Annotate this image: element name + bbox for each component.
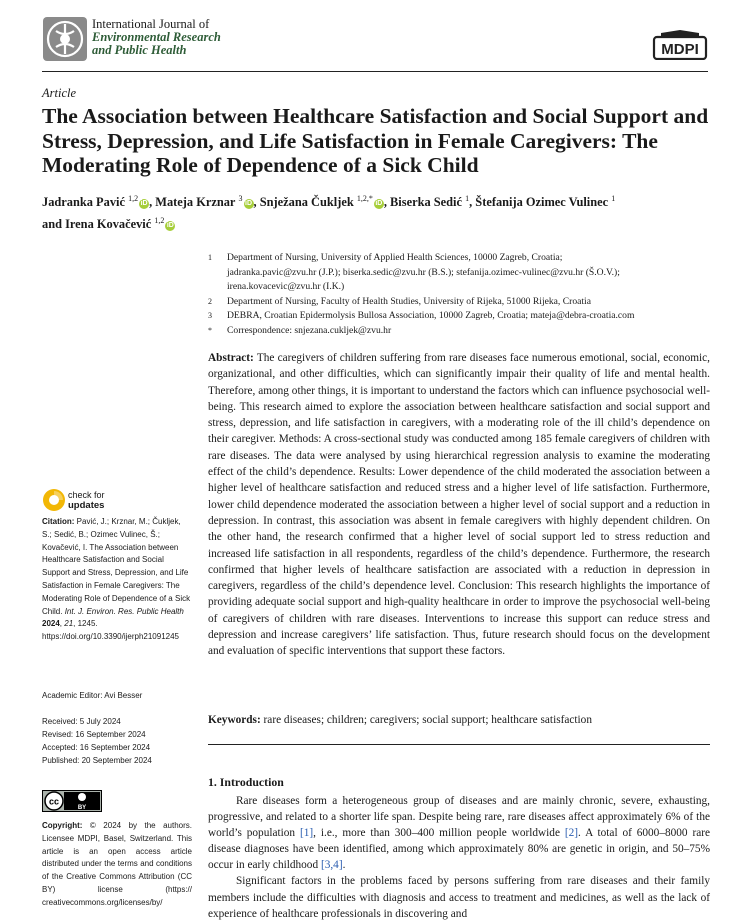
affiliation-mark: 1 xyxy=(208,253,212,262)
cc-icon: cc xyxy=(48,796,60,807)
reference-link[interactable]: [3,4] xyxy=(320,859,343,872)
citation-text: Pavić, J.; Krznar, M.; Čukljek, S.; Sedić, B.; Ozimec Vulinec, Š.; Kovačević, I. The Association between Healthcare Satisfaction and Social Support and Stress, Depression, and Life Satisfaction in Female Caregivers: The Moderating Role of Dependence of a Sick Child. xyxy=(42,517,191,616)
academic-editor: Academic Editor: Avi Besser xyxy=(42,691,143,700)
affiliation-item xyxy=(208,251,708,295)
affiliation-mark: 3 xyxy=(208,311,212,320)
affiliation-emails[interactable]: jadranka.pavic@zvu.hr (J.P.); biserka.sedic@zvu.hr (B.S.); stefanija.ozimec-vulinec@zvu.hr (Š.O.V.); xyxy=(227,266,620,278)
reference-link[interactable]: [1] xyxy=(299,827,314,840)
affiliation-item xyxy=(208,309,708,324)
journal-name xyxy=(92,18,221,57)
author-list: Jadranka Pavić $^{1,2}$iD , Mateja Krznar $^3$iD , Snježana Čukljek $^{1,2,*}$iD , Biserka Sedić $^1$, Štefanija Ozimec Vulinec $^1$ and Irena Kovačević $^{1,2}$iD xyxy=(42,194,616,231)
by-icon: BY xyxy=(77,805,87,811)
header-rule xyxy=(42,71,708,72)
mdpi-logo-text: MDPI xyxy=(661,41,699,58)
published-date: Published: 20 September 2024 xyxy=(42,756,152,765)
author-affiliation-mark: 1,2 xyxy=(128,194,139,203)
correspondence-text[interactable]: Correspondence: snjezana.cukljek@zvu.hr xyxy=(227,324,392,336)
affiliation-mark: 2 xyxy=(208,296,212,306)
author[interactable]: Irena Kovačević xyxy=(65,216,152,231)
abstract-label: Abstract: xyxy=(208,352,254,364)
author-affiliation-mark: 1 xyxy=(611,194,616,203)
journal-logo xyxy=(42,16,88,62)
affiliation-item xyxy=(208,295,708,310)
reference-link[interactable]: [2] xyxy=(564,827,579,840)
author[interactable]: Snježana Čukljek xyxy=(259,195,354,210)
orcid-icon[interactable]: iD xyxy=(375,200,383,208)
article-title: The Association between Healthcare Satisfaction and Social Support and Stress, Depression, and Life Satisfaction in Female Caregivers: The Moderating Role of Dependence of a Sick Child xyxy=(42,104,709,177)
received-date: Received: 5 July 2024 xyxy=(42,717,121,726)
introduction-body xyxy=(208,793,710,922)
author-affiliation-mark: 1,2,* xyxy=(356,194,373,203)
author-affiliation-mark: 3 xyxy=(238,194,243,203)
orcid-icon[interactable]: iD xyxy=(245,200,253,208)
author-affiliation-mark: 1,2 xyxy=(154,215,165,225)
author[interactable]: Jadranka Pavić xyxy=(42,195,125,210)
section-heading: 1. Introduction xyxy=(208,775,284,789)
copyright-text: © 2024 by the authors. Licensee MDPI, Basel, Switzerland. This article is an open access article distributed under the terms and conditions of the Creative Commons Attribution (CC BY) license (https:// creativecommons.org/licenses/by/ xyxy=(42,821,192,907)
affiliation-text: Department of Nursing, University of Applied Health Sciences, 10000 Zagreb, Croatia; xyxy=(227,252,563,263)
paragraph: Rare diseases form a heterogeneous group of diseases and are mainly chronic, severe, exhausting, progressive, and related to a shorter life span. Despite being rare, rare diseases affect approximately 6% of the world’s population [1], i.e., more than 300–400 million people worldwide [2]. A total of 6000–8000 rare disease diagnoses have been identified, among which approximately 80% are genetic in origin, and 50–75% occur in early childhood [3,4]. xyxy=(208,795,710,872)
affiliations xyxy=(208,251,708,338)
affiliation-text: DEBRA, Croatian Epidermolysis Bullosa Association, 10000 Zagreb, Croatia; mateja@debra-croatia.com xyxy=(227,310,635,321)
correspondence xyxy=(208,324,708,339)
citation-volume: 21 xyxy=(64,619,74,629)
revised-date: Revised: 16 September 2024 xyxy=(42,730,146,739)
abstract-text: The caregivers of children suffering from rare diseases face numerous emotional, social, economic, organizational, and other difficulties, which can significantly impair their quality of life and mental health. Therefore, among other things, it is important to understand the factors which can influence psychosocial well-being. This research aimed to explore the association between healthcare satisfaction and social support and stress, depression, and life satisfaction in caregivers, with a moderating role of the ill child’s dependence on their caregiver. Methods: A cross-sectional study was conducted among 185 female caregivers of children with rare diseases. The data were analysed by using hierarchical regression analysis to examine the moderating effect of the child’s dependence. Results: Lower dependence of the child moderated the association between a higher level of healthcare satisfaction and reduced stress and a higher level of life satisfaction. Furthermore, lower child dependence moderated the association between a higher level of social support and a reduction in depression. In contrast, this association was absent in female caregivers with highly dependent children. On the other hand, the research confirmed that a higher level of social support led to stress reduction and increased life satisfaction in all respondents, regardless of the child’s dependence. Furthermore, the research confirmed that higher levels of healthcare satisfaction are associated with a reduction in depression in caregivers, regardless of the child’s dependence level. Conclusion: This research highlights the importance of providing adequate social support and high-quality healthcare in order to improve the psychosocial well-being of caregivers of children with rare diseases. Interventions to increase this support can reduce stress and depression and increase caregivers’ life satisfaction. Thus, future research should focus on the development and evaluation of specific interventions that support these factors. xyxy=(208,352,710,658)
abstract xyxy=(208,350,710,660)
citation-journal: Int. J. Environ. Res. Public Health xyxy=(64,606,184,616)
cc-by-license-badge[interactable] xyxy=(42,790,102,812)
copyright-label: Copyright: xyxy=(42,821,83,830)
citation-doi[interactable]: 1245. https://doi.org/10.3390/ijerph21091245 xyxy=(42,619,179,642)
citation-year: 2024 xyxy=(42,619,60,629)
keywords xyxy=(208,712,710,728)
orcid-icon[interactable]: iD xyxy=(166,221,174,229)
journal-name-line2: Environmental Research xyxy=(92,30,221,44)
check-for-updates-label[interactable]: check for updates xyxy=(68,490,105,511)
accepted-date: Accepted: 16 September 2024 xyxy=(42,743,151,752)
orcid-icon[interactable]: iD xyxy=(140,200,148,208)
affiliation-emails[interactable]: irena.kovacevic@zvu.hr (I.K.) xyxy=(227,281,345,292)
author[interactable]: Biserka Sedić xyxy=(390,195,462,210)
mdpi-logo xyxy=(652,30,708,60)
section-rule xyxy=(208,744,710,745)
journal-name-line3: and Public Health xyxy=(92,43,187,57)
keywords-text: rare diseases; children; caregivers; social support; healthcare satisfaction xyxy=(263,714,592,726)
author[interactable]: Štefanija Ozimec Vulinec xyxy=(475,195,609,210)
affiliation-text: Department of Nursing, Faculty of Health Studies, University of Rijeka, 51000 Rijeka, Croatia xyxy=(227,295,591,307)
article-type: Article xyxy=(42,86,77,100)
copyright-notice xyxy=(42,820,192,910)
citation-block: Citation: Pavić, J.; Krznar, M.; Čukljek, S.; Sedić, B.; Ozimec Vulinec, Š.; Kovačević, I. The Association between Healthcare Satisfaction and Social Support and Stress, Depression, and Life Satisfaction in Female Caregivers: The Moderating Role of Dependence of a Sick Child. Int. J. Environ. Res. Public Health 2024, 21, 1245. https://doi.org/10.3390/ijerph21091245 xyxy=(42,517,191,642)
check-for-updates-icon xyxy=(42,488,66,512)
author-affiliation-mark: 1 xyxy=(465,194,470,203)
paragraph: Significant factors in the problems faced by persons suffering from rare diseases and their family members include the difficulties with diagnosis and access to treatment and medicines, as well as the lack of experience of healthcare professionals in discovering and xyxy=(208,875,710,920)
author[interactable]: Mateja Krznar xyxy=(155,195,236,210)
correspondence-mark: * xyxy=(208,325,212,335)
citation-label: Citation: xyxy=(42,517,75,526)
journal-name-line1: International Journal of xyxy=(92,17,210,31)
keywords-label: Keywords: xyxy=(208,714,261,726)
